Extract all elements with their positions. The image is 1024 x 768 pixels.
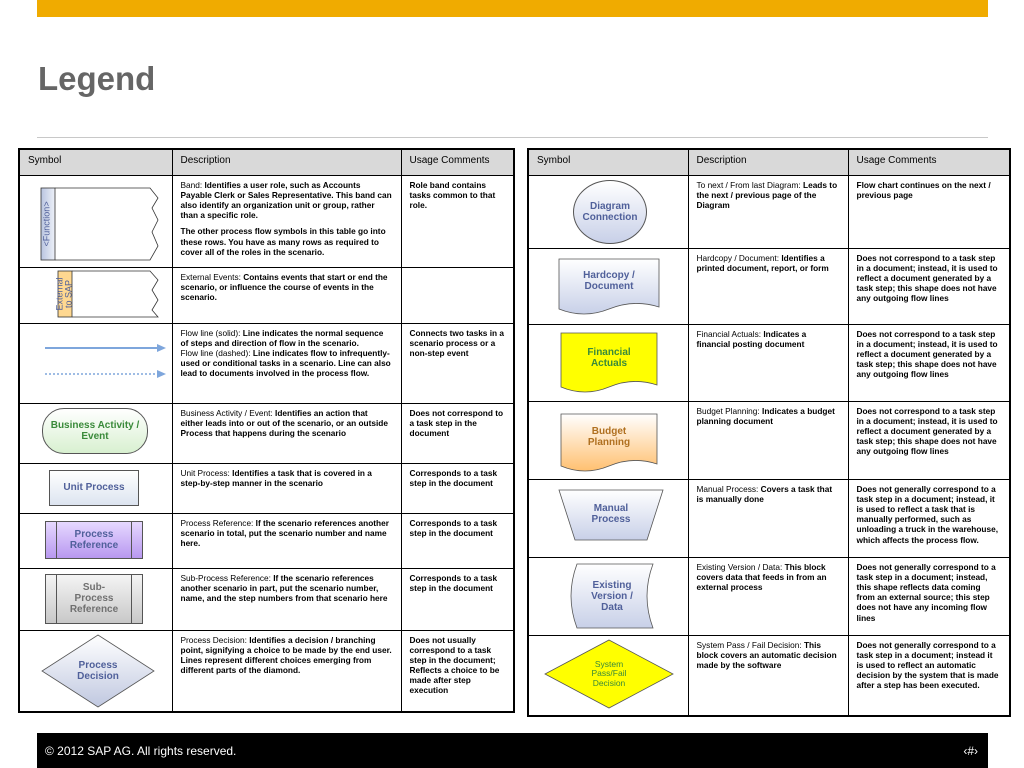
symbol-cell — [19, 403, 172, 463]
description-cell: Budget Planning: Indicates a budget planning document — [688, 402, 848, 480]
legend-row-hardcopy — [528, 249, 1010, 325]
description-cell: Process Reference: If the scenario references another scenario in total, put the scenario number and name here. — [172, 513, 401, 568]
business-activity-shape: Business Activity / Event — [42, 408, 148, 454]
header-symbol: Symbol — [528, 149, 688, 176]
legend-row-external — [19, 267, 514, 323]
symbol-cell — [528, 558, 688, 636]
right-header-row — [528, 149, 1010, 176]
process-reference-shape: Process Reference — [45, 521, 143, 559]
header-usage: Usage Comments — [401, 149, 514, 176]
manual-process-label: Manual Process — [591, 503, 631, 525]
legend-row-process-reference — [19, 513, 514, 568]
symbol-cell — [528, 325, 688, 402]
legend-row-diagram-connection — [528, 176, 1010, 249]
legend-row-manual-process — [528, 480, 1010, 558]
copyright-text: © 2012 SAP AG. All rights reserved. — [45, 744, 237, 758]
process-decision-label: Process Decision — [77, 659, 119, 682]
usage-cell: Corresponds to a task step in the document — [401, 513, 514, 568]
usage-cell: Flow chart continues on the next / previous page — [848, 176, 1010, 249]
usage-cell: Does not correspond to a task step in a document; instead, it is used to reflect a document generated by a task step; this shape does not have any outgoing flow lines — [848, 325, 1010, 402]
usage-cell: Does not generally correspond to a task step in a document; instead, this shape reflects data coming from an external source; this step does not have any incoming flow lines — [848, 558, 1010, 636]
usage-cell: Connects two tasks in a scenario process or a non-step event — [401, 323, 514, 403]
page-title: Legend — [38, 60, 156, 97]
legend-row-band — [19, 176, 514, 268]
budget-planning-label: Budget Planning — [587, 426, 631, 448]
external-label: External to SAP — [55, 277, 74, 311]
usage-cell: Does not correspond to a task step in a document; instead, it is used to reflect a document generated by a task step; this shape does not have any outgoing flow lines — [848, 249, 1010, 325]
description-cell: Business Activity / Event: Identifies an action that either leads into or out of the scenario, or an outside Process that happens during the scenario — [172, 403, 401, 463]
system-decision-label: System Pass/Fail Decision — [591, 658, 627, 688]
description-cell: Band: Identifies a user role, such as Accounts Payable Clerk or Sales Representative. This band can also identify an organization unit or group, rather than a specific role. The other process flow symbols in this table go into these rows. You have as many rows as required to cover all of the roles in the scenario. — [172, 176, 401, 268]
symbol-cell — [528, 402, 688, 480]
symbol-cell — [528, 480, 688, 558]
legend-row-existing-data — [528, 558, 1010, 636]
legend-row-financial-actuals — [528, 325, 1010, 402]
sub-process-reference-shape: Sub-Process Reference — [45, 574, 143, 624]
description-cell: Process Decision: Identifies a decision / branching point, signifying a choice to be made by the end user. Lines represent different choices emerging from different parts of the diamond. — [172, 630, 401, 712]
left-legend-table — [18, 148, 515, 713]
page-number: ‹#› — [963, 744, 978, 758]
legend-row-unit-process — [19, 463, 514, 513]
symbol-cell — [528, 176, 688, 249]
symbol-cell — [19, 513, 172, 568]
usage-cell: Corresponds to a task step in the document — [401, 568, 514, 630]
usage-cell: Does not generally correspond to a task step in a document; instead, it is used to reflect a task that is manually performed, such as unloading a truck in the warehouse, which affects the process flow. — [848, 480, 1010, 558]
symbol-cell — [19, 630, 172, 712]
right-legend-table — [527, 148, 1011, 717]
description-cell: Existing Version / Data: This block covers data that feeds in from an external process — [688, 558, 848, 636]
financial-actuals-label: Financial Actuals — [587, 347, 631, 369]
symbol-cell — [19, 323, 172, 403]
legend-row-system-decision — [528, 636, 1010, 716]
symbol-cell — [528, 636, 688, 716]
symbol-cell — [19, 568, 172, 630]
existing-data-label: Existing Version / Data — [591, 579, 633, 613]
usage-cell: Does not generally correspond to a task step in a document; instead it is used to reflect an automatic decision by the system that is made after a step has been executed. — [848, 636, 1010, 716]
legend-row-sub-process-reference — [19, 568, 514, 630]
legend-row-flow-line — [19, 323, 514, 403]
unit-process-shape: Unit Process — [49, 470, 139, 506]
diagram-connection-shape: Diagram Connection — [573, 180, 647, 244]
header-symbol: Symbol — [19, 149, 172, 176]
legend-row-process-decision — [19, 630, 514, 712]
description-cell: Unit Process: Identifies a task that is covered in a step-by-step manner in the scenario — [172, 463, 401, 513]
description-cell: To next / From last Diagram: Leads to the next / previous page of the Diagram — [688, 176, 848, 249]
footer-bar — [37, 733, 988, 768]
description-cell: Manual Process: Covers a task that is manually done — [688, 480, 848, 558]
header-description: Description — [688, 149, 848, 176]
description-cell: Financial Actuals: Indicates a financial posting document — [688, 325, 848, 402]
title-divider — [37, 137, 988, 138]
legend-row-business-activity — [19, 403, 514, 463]
flow-line-arrows — [20, 324, 172, 404]
symbol-cell — [19, 267, 172, 323]
description-cell: Flow line (solid): Line indicates the normal sequence of steps and direction of flow in the scenario. Flow line (dashed): Line indicates flow to infrequently-used or conditional tasks in a scenario. Line can also lead to documents involved in the process flow. — [172, 323, 401, 403]
usage-cell: Corresponds to a task step in the document — [401, 463, 514, 513]
header-usage: Usage Comments — [848, 149, 1010, 176]
description-cell: Hardcopy / Document: Identifies a printed document, report, or form — [688, 249, 848, 325]
symbol-cell — [19, 463, 172, 513]
usage-cell: Does not correspond to a task step in a document; instead, it is used to reflect a document generated by a task step; this shape does not have any outgoing flow lines — [848, 402, 1010, 480]
usage-cell: Does not usually correspond to a task step in the document; Reflects a choice to be made after step execution — [401, 630, 514, 712]
symbol-cell — [19, 176, 172, 268]
header-description: Description — [172, 149, 401, 176]
description-cell: External Events: Contains events that start or end the scenario, or influence the course of events in the scenario. — [172, 267, 401, 323]
description-cell: System Pass / Fail Decision: This block covers an automatic decision made by the software — [688, 636, 848, 716]
usage-cell: Role band contains tasks common to that role. — [401, 176, 514, 268]
symbol-cell — [528, 249, 688, 325]
external-shape — [20, 268, 172, 324]
usage-cell — [401, 267, 514, 323]
band-label: <Function> — [42, 201, 53, 247]
description-cell: Sub-Process Reference: If the scenario references another scenario in part, put the scenario number, name, and the step numbers from that scenario here — [172, 568, 401, 630]
top-accent-bar — [37, 0, 988, 17]
hardcopy-label: Hardcopy / Document — [583, 270, 635, 292]
usage-cell: Does not correspond to a task step in the document — [401, 403, 514, 463]
legend-row-budget-planning — [528, 402, 1010, 480]
left-header-row — [19, 149, 514, 176]
